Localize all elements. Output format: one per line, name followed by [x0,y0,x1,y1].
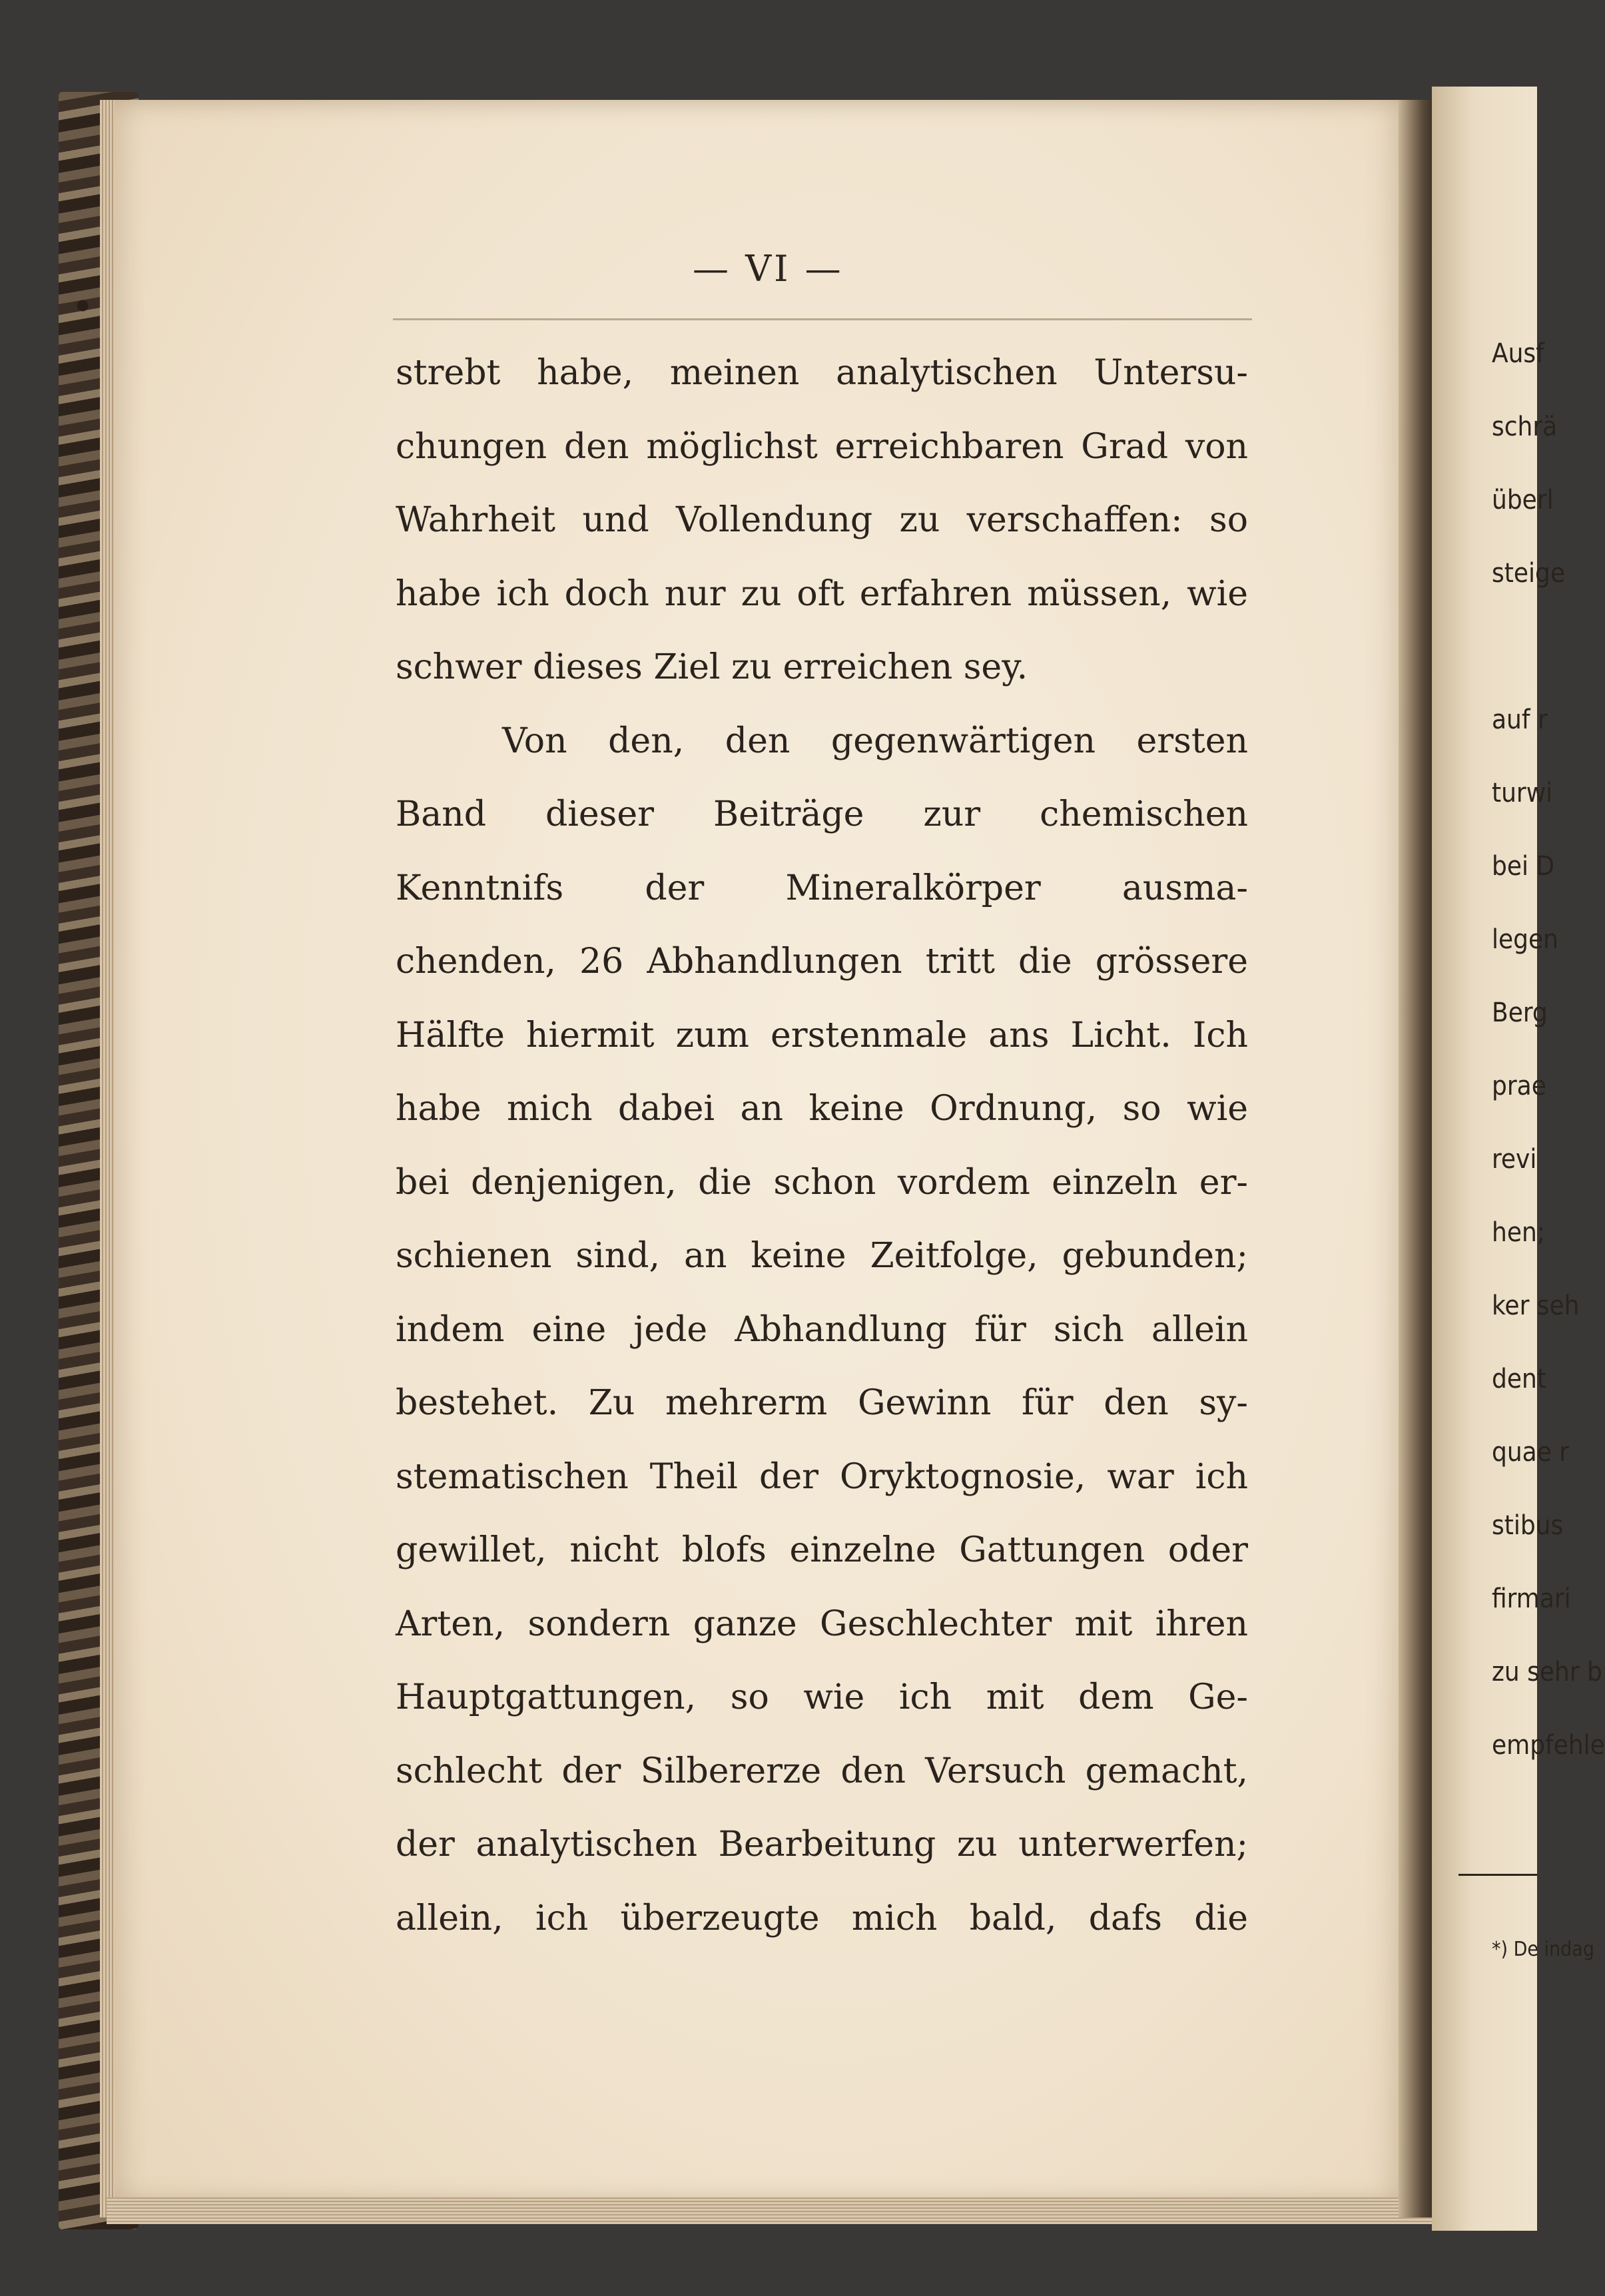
text-line: der analytischen Bearbeitung zu unterwerfen; [396,1825,1248,1865]
text-line: habe mich dabei an keine Ordnung, so wie [396,1089,1248,1129]
right-page-fragment: bei D [1492,851,1555,882]
right-page-fragment: Berg [1492,998,1548,1028]
right-page-fragment: *) De indag [1492,1938,1594,1961]
right-page-fragment: dent [1492,1364,1546,1394]
text-line: Hauptgattungen, so wie ich mit dem Ge- [396,1677,1248,1717]
page-bottom-edges [107,2197,1432,2224]
text-line: allein, ich überzeugte mich bald, dafs die [396,1898,1248,1938]
text-line: schwer dieses Ziel zu erreichen sey. [396,647,1028,687]
text-line: stematischen Theil der Oryktognosie, war ich [396,1456,1248,1497]
text-line: Arten, sondern ganze Geschlechter mit ihren [396,1603,1248,1644]
text-line: schlecht der Silbererze den Versuch gemacht, [396,1751,1248,1791]
right-page-fragment: revi [1492,1144,1537,1175]
right-page-fragment: schrä [1492,412,1558,442]
right-page-fragment: überl [1492,485,1554,515]
text-line: bei denjenigen, die schon vordem einzeln er- [396,1162,1248,1203]
text-line: habe ich doch nur zu oft erfahren müssen, wie [396,573,1248,614]
text-line: indem eine jede Abhandlung für sich allein [396,1309,1248,1350]
text-line: gewillet, nicht blofs einzelne Gattungen oder [396,1530,1248,1570]
right-page-fragment: quae r [1492,1437,1570,1468]
text-line: strebt habe, meinen analytischen Untersu- [396,353,1248,393]
text-line: Hälfte hiermit zum erstenmale ans Licht. Ich [396,1015,1248,1055]
right-page-fragment: Ausf [1492,338,1544,369]
text-line: schienen sind, an keine Zeitfolge, gebunden; [396,1236,1248,1276]
right-page-fragment: legen [1492,924,1558,955]
right-page-fragment: steige [1492,558,1565,589]
page-header: — VI — [693,248,844,290]
right-page-fragment: hen; [1492,1217,1545,1248]
footnote-rule [1458,1874,1537,1876]
text-line: Band dieser Beiträge zur chemischen [396,794,1248,834]
right-page-fragment: stibus [1492,1510,1564,1541]
body-text [396,336,1248,1955]
right-page-fragment: auf r [1492,705,1548,735]
right-page-fragment: zu sehr b [1492,1657,1602,1687]
right-page [1432,87,1605,2231]
right-page-fragment: prae [1492,1071,1546,1101]
text-line: chenden, 26 Abhandlungen tritt die grössere [396,942,1248,982]
right-page-fragment: firmari [1492,1583,1571,1614]
text-line: Von den, den gegenwärtigen ersten [502,720,1248,761]
text-line: Kenntnifs der Mineralkörper ausma- [396,868,1248,908]
text-line: chungen den möglichst erreichbaren Grad von [396,426,1248,467]
header-rule [393,318,1252,320]
right-page-fragment: turwi [1492,778,1553,808]
right-page-fragment: ker seh [1492,1291,1580,1321]
right-page-fragment: empfehle [1492,1730,1605,1761]
text-line: Wahrheit und Vollendung zu verschaffen: so [396,500,1248,540]
text-line: bestehet. Zu mehrerm Gewinn für den sy- [396,1383,1248,1423]
